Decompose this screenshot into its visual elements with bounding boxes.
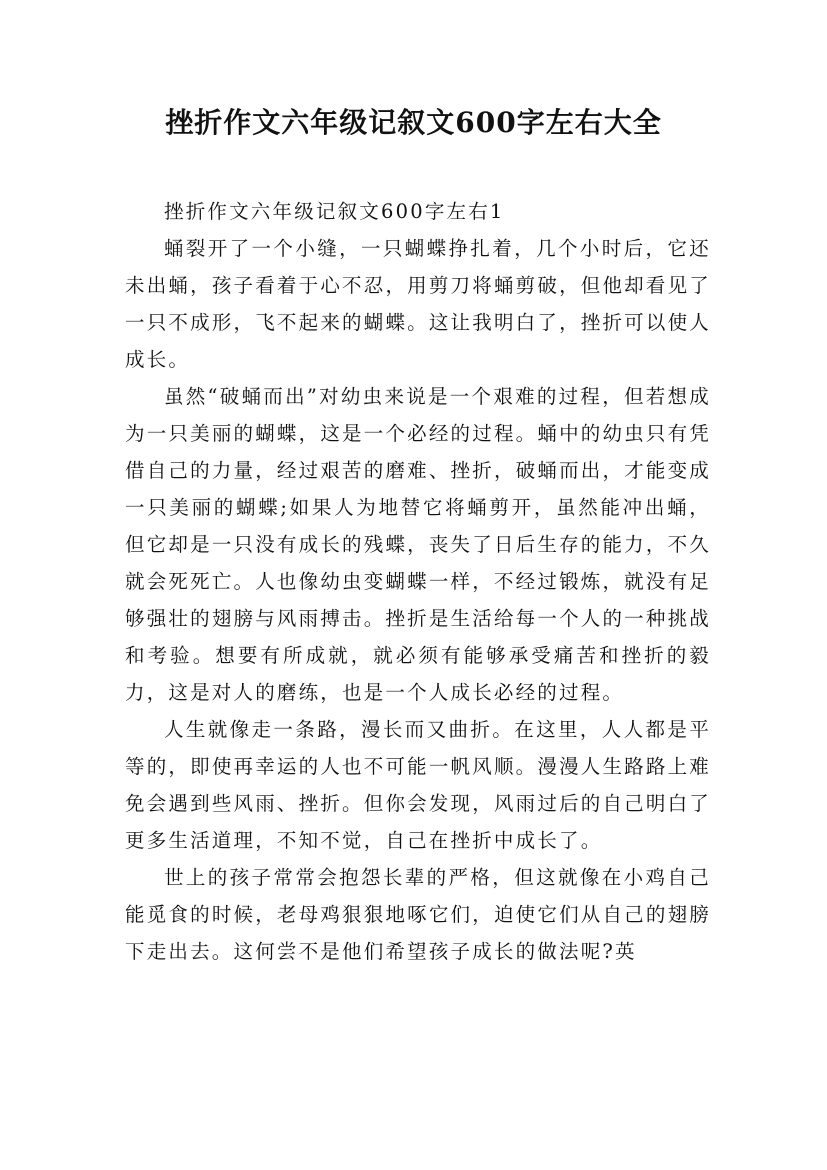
paragraph: 蛹裂开了一个小缝，一只蝴蝶挣扎着，几个小时后，它还未出蛹，孩子看着于心不忍，用剪刀将蛹剪破，但他却看见了一只不成形，飞不起来的蝴蝶。这让我明白了，挫折可以使人成长。	[125, 237, 711, 371]
document-title: 挫折作文六年级记叙文600字左右大全	[165, 106, 662, 139]
paragraph: 虽然“破蛹而出”对幼虫来说是一个艰难的过程，但若想成为一只美丽的蝴蝶，这是一个必经的过程。蛹中的幼虫只有凭借自己的力量，经过艰苦的磨难、挫折，破蛹而出，才能变成一只美丽的蝴蝶;如果人为地替它将蛹剪开，虽然能冲出蛹，但它却是一只没有成长的残蝶，丧失了日后生存的能力，不久就会死死亡。人也像幼虫变蝴蝶一样，不经过锻炼，就没有足够强壮的翅膀与风雨搏击。挫折是生活给每一个人的一种挑战和考验。想要有所成就，就必须有能够承受痛苦和挫折的毅力，这是对人的磨练，也是一个人成长必经的过程。	[125, 385, 711, 704]
document-body	[125, 193, 711, 970]
essay-subtitle: 挫折作文六年级记叙文600字左右1	[164, 200, 505, 223]
paragraph: 世上的孩子常常会抱怨长辈的严格，但这就像在小鸡自己能觅食的时候，老母鸡狠狠地啄它们，迫使它们从自己的翅膀下走出去。这何尝不是他们希望孩子成长的做法呢?英	[125, 866, 711, 963]
paragraph: 人生就像走一条路，漫长而又曲折。在这里，人人都是平等的，即使再幸运的人也不可能一帆风顺。漫漫人生路路上难免会遇到些风雨、挫折。但你会发现，风雨过后的自己明白了更多生活道理，不知不觉，自己在挫折中成长了。	[125, 718, 711, 852]
